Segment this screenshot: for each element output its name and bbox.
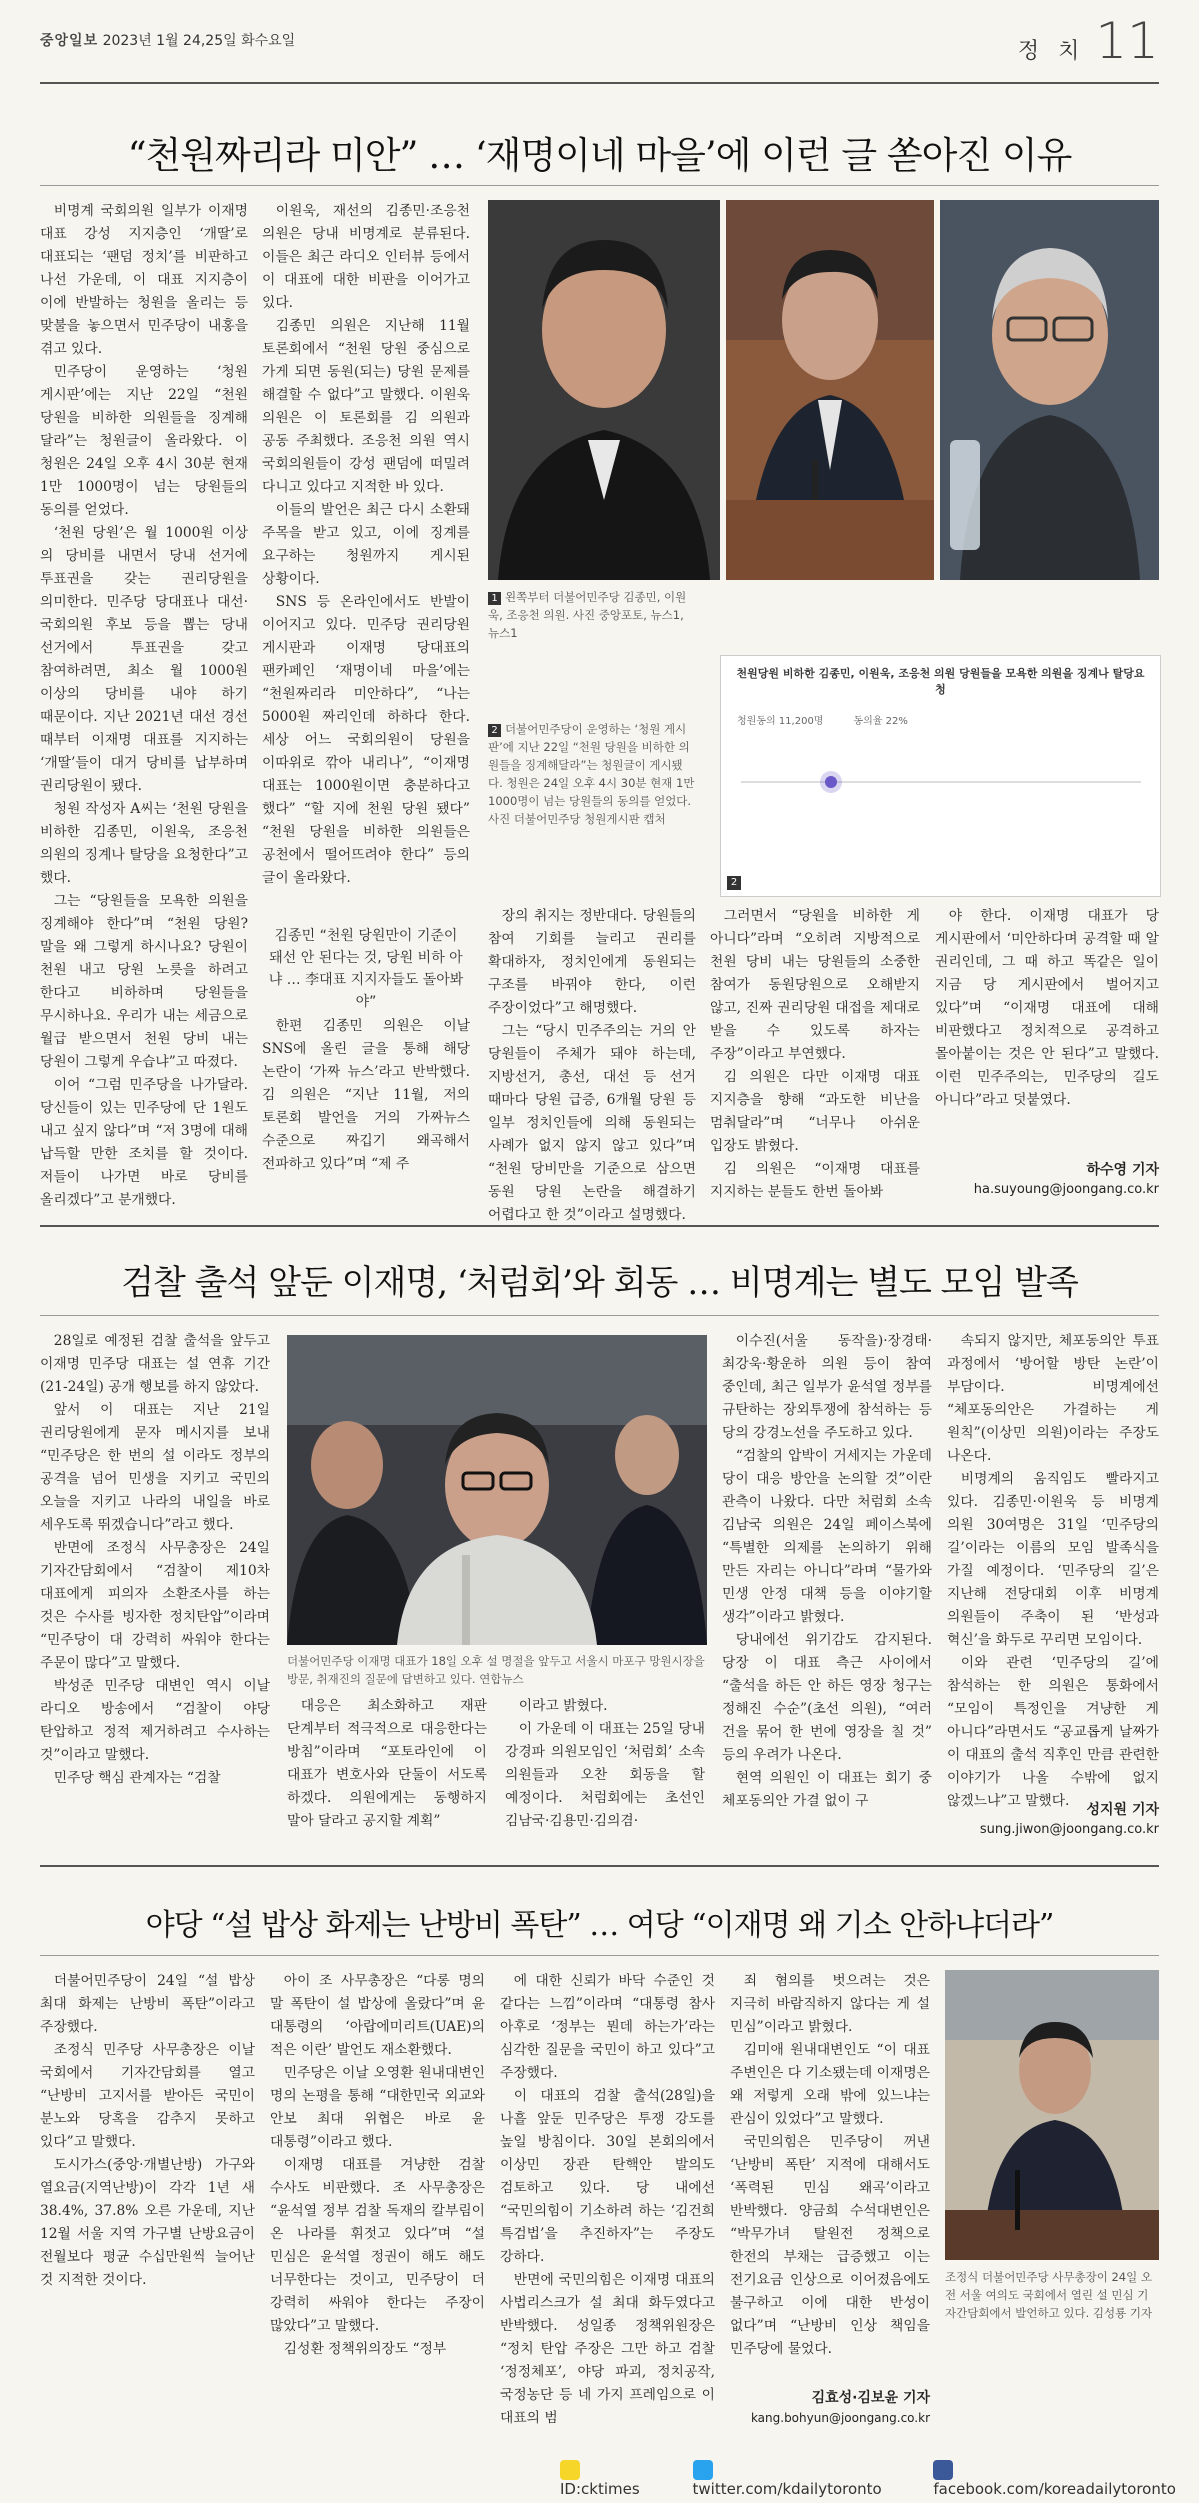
article2-column-2: [287, 1695, 487, 1850]
page-number: 11: [1095, 12, 1159, 70]
article1-headline-rule: [40, 185, 1159, 186]
paragraph: 아이 조 사무총장은 “다롱 명의 말 폭탄이 설 밥상에 올랐다”며 윤 대통령의 ‘아랍에미리트(UAE)의 적은 이란’ 발언도 재소환했다.: [270, 1973, 485, 2058]
paragraph: 김 의원은 “이재명 대표를 지지하는 분들도 한번 돌아봐: [710, 1161, 920, 1200]
article3-column-4: [730, 1970, 930, 2380]
article3-caption: 조정식 더불어민주당 사무총장이 24일 오전 서울 여의도 국회에서 열린 설 민심 기자간담회에서 발언하고 있다. 김성룡 기자: [945, 2270, 1153, 2320]
twitter-link[interactable]: [693, 2460, 906, 2498]
paragraph: 민주당은 이날 오영환 원내대변인 명의 논평을 통해 “대한민국 외교와 안보 최대 위협은 바로 윤 대통령”이라고 했다.: [270, 2065, 485, 2150]
kakao-id: ID:cktimes: [560, 2480, 640, 2498]
article1-caption-1: [488, 588, 696, 642]
section-divider-1: [40, 1225, 1159, 1227]
article2-headline-rule: [40, 1315, 1159, 1316]
paragraph: 민주당 핵심 관계자는 “검찰: [53, 1770, 221, 1786]
paragraph: 비명계의 움직임도 빨라지고 있다. 김종민·이원욱 등 비명계 의원 30여명은 31일 ‘민주당의 길’이라는 이름의 모임 발족식을 가질 예정이다. ‘민주당의 길’은 지난해 전당대회 이후 비명계 의원들이 주축이 된 ‘반성과 혁신’을 화두로 꾸리면 모임이다.: [947, 1471, 1159, 1648]
byline-name: 성지원 기자: [1086, 1802, 1159, 1818]
article1-column-2: [262, 200, 470, 910]
article1-column-1: [40, 200, 248, 1210]
paragraph: 앞서 이 대표는 지난 21일 권리당원에게 문자 메시지를 보내 “민주당은 한 번의 설 이라도 정부의 공격을 넘어 민생을 지키고 국민의 오늘을 지키고 나라의 내일을 바로 세우도록 뛰겠습니다”라고 했다.: [40, 1402, 270, 1533]
kakao-icon: [560, 2460, 580, 2480]
paragraph: 에 대한 신뢰가 바닥 수준인 것 같다는 느낌”이라며 “대통령 참사 아후로 ‘정부는 뭔데 하는가’라는 심각한 질문을 국민이 하고 있다”고 주장했다.: [500, 1973, 715, 2081]
portrait-icon: [726, 200, 934, 580]
screenshot-stat: 청원동의 11,200명: [737, 716, 824, 727]
paper-name: 중앙일보: [40, 33, 99, 49]
paragraph: 청원 작성자 A씨는 ‘천원 당원을 비하한 김종민, 이원욱, 조응천 의원의 징계나 탈당을 요청한다”고 했다.: [40, 801, 248, 886]
twitter-icon: [693, 2460, 713, 2480]
article1-column-5: [935, 905, 1159, 1155]
article3-column-1: [40, 1970, 255, 2440]
pull-quote: 김종민 “천원 당원만이 기준이 돼선 안 된다는 것, 당원 비하 아냐 … 李대표 지지자들도 돌아봐야”: [268, 928, 464, 1010]
paragraph: 김종민 의원은 지난해 11월 토론회에서 “천원 당원 중심으로 가게 되면 동원(되는) 당원 문제를 해결할 수 없다”고 말했다. 이원욱 의원은 이 토론회를 김 의원과 공동 주최했다. 조응천 의원 역시 국회의원들이 강성 팬덤에 떠밀려 다니고 있다고 지적한 바 있다.: [262, 318, 470, 495]
paragraph: 민주당이 운영하는 ‘청원 게시판’에는 지난 22일 “천원 당원을 비하한 의원들을 징계해 달라”는 청원글이 올라왔다. 이 청원은 24일 오후 4시 30분 현재 1만 1000명이 넘는 당원들의 동의를 얻었다.: [40, 364, 248, 518]
paragraph: 한편 김종민 의원은 이날 SNS에 올린 글을 통해 해당 논란이 ‘가짜 뉴스’라고 반박했다. 김 의원은 “지난 11월, 저의 토론회 발언을 거의 가짜뉴스 수준으로 짜깁기 왜곡해서 전파하고 있다”며 “제 주: [262, 1018, 470, 1172]
byline-email[interactable]: ha.suyoung@joongang.co.kr: [973, 1182, 1159, 1197]
article3-column-3: [500, 1970, 715, 2440]
facebook-icon: [933, 2460, 953, 2480]
section-divider-2: [40, 1865, 1159, 1867]
caption-number: 2: [488, 724, 501, 737]
article2-column-4: [722, 1330, 932, 1850]
facebook-link[interactable]: [933, 2460, 1199, 2498]
paragraph: “검찰의 압박이 거세지는 가운데 당이 대응 방안을 논의할 것”이란 관측이 나왔다. 다만 처럼회 소속 김남국 의원은 24일 페이스북에 “특별한 의제를 논의하기 위해 만든 자리는 아니다”라며 “물가와 민생 안정 대책 등을 이야기할 생각”이라고 밝혔다.: [722, 1448, 932, 1625]
screenshot-progress-graphic: [721, 727, 1160, 847]
caption-text: 더불어민주당이 운영하는 ‘청원 게시판’에 지난 22일 “천원 당원을 비하한 의원들을 징계해달라”는 청원글이 게시됐다. 청원은 24일 오후 4시 30분 현재 1만 1000명이 넘는 당원들의 동의를 얻었다. 사진 더불어민주당 청원게시판 캡처: [488, 722, 695, 826]
article1-column-3: [488, 905, 696, 1223]
paragraph: 이 대표의 검찰 출석(28일)을 나흘 앞둔 민주당은 투쟁 강도를 높일 방침이다. 30일 본회의에서 이상민 장관 탄핵안 발의도 검토하고 있다. 당 내에선 “국민의힘이 기소하려 하는 ‘김건희 특검법’을 추진하자”는 주장도 강하다.: [500, 2088, 715, 2265]
paragraph: 이 가운데 이 대표는 25일 당내 강경파 의원모임인 ‘처럼회’ 소속 의원들과 오찬 회동을 할 예정이다. 처럼회에는 초선인 김남국·김용민·김의겸·: [505, 1721, 705, 1829]
paragraph: 28일로 예정된 검찰 출석을 앞두고 이재명 민주당 대표는 설 연휴 기간(21-24일) 공개 행보를 하지 않았다.: [40, 1333, 270, 1395]
press-conference-photo-icon: [945, 1970, 1159, 2260]
article2-headline: 검찰 출석 앞둔 이재명, ‘처럼회’와 회동 … 비명계는 별도 모임 발족: [121, 1263, 1078, 1303]
paragraph: 대응은 최소화하고 재판 단계부터 적극적으로 대응한다는 방침”이라며 “포토라인에 이 대표가 변호사와 단둘이 서도록 하겠다. 의원에게는 동행하지 말아 달라고 공지할 계획”: [287, 1698, 487, 1829]
facebook-url: facebook.com/koreadailytoronto: [933, 2480, 1176, 2498]
screenshot-stat: 동의율 22%: [853, 716, 908, 727]
article1-column-4: [710, 905, 920, 1210]
article2-byline: [947, 1800, 1159, 1840]
portrait-icon: [940, 200, 1159, 580]
paragraph: ‘천원 당원’은 월 1000원 이상 의 당비를 내면서 당내 선거에 투표권을 갖는 권리당원을 의미한다. 민주당 당대표나 대선·국회의원 후보 등을 뽑는 당내 선거에서 투표권을 갖고 참여하려면, 최소 월 1000원 이상의 당비를 내야 하기 때문이다. 지난 2021년 대선 경선 때부터 이재명 대표를 지지하는 ‘개딸’들이 대거 당비를 납부하며 권리당원이 됐다.: [40, 525, 248, 794]
paragraph: 장의 취지는 정반대다. 당원들의 참여 기회를 늘리고 권리를 확대하자, 정치인에게 동원되는 구조를 바꿔야 한다, 이런 주장이었다”고 해명했다.: [488, 908, 696, 1016]
article1-byline: [935, 1160, 1159, 1200]
paragraph: 현역 의원인 이 대표는 회기 중 체포동의안 가결 없이 구: [722, 1770, 932, 1809]
paragraph: 조정식 민주당 사무총장은 이날 국회에서 기자간담회를 열고 “난방비 고지서를 받아든 국민이 분노와 당혹을 감추지 못하고 있다”고 말했다.: [40, 2042, 255, 2150]
article1-column-2b: [262, 1015, 470, 1210]
screenshot-title: 천원당원 비하한 김종민, 이원욱, 조응천 의원 당원들을 모욕한 의원을 징계나 탈당요청: [736, 667, 1145, 696]
masthead-right: [1018, 12, 1159, 70]
article1-headline: “천원짜리라 미안” … ‘재명이네 마을’에 이런 글 쏟아진 이유: [127, 134, 1072, 177]
paragraph: 비명계 국회의원 일부가 이재명 대표 강성 지지층인 ‘개딸’로 대표되는 ‘팬덤 정치’를 비판하고 나선 가운데, 이 대표 지지층이 이에 반발하는 청원을 올리는 등 맞불을 놓으면서 민주당이 내홍을 겪고 있다.: [40, 203, 248, 357]
byline-name: 하수영 기자: [1086, 1162, 1159, 1178]
masthead-left: [40, 30, 295, 50]
twitter-url: twitter.com/kdailytoronto: [692, 2480, 882, 2498]
social-footer: [560, 2460, 1199, 2498]
caption-number: 1: [488, 592, 501, 605]
article2-caption: 더불어민주당 이재명 대표가 18일 오후 설 명절을 앞두고 서울시 마포구 망원시장을 방문, 취재진의 질문에 답변하고 있다. 연합뉴스: [287, 1654, 705, 1686]
byline-name: 김효성·김보윤 기자: [811, 2390, 930, 2406]
paragraph: 김성환 정책위의장도 “정부: [283, 2341, 447, 2357]
paragraph: 이와 관련 ‘민주당의 길’에 참석하는 한 의원은 통화에서 “모임이 특정인을 겨냥한 게 아니다”라면서도 “공교롭게 날짜가 이 대표의 출석 직후인 만큼 관련한 이야기가 나올 수밖에 없지 않겠느냐”고 말했다.: [947, 1655, 1159, 1809]
screenshot-number-badge: 2: [727, 876, 741, 890]
paragraph: 속되지 않지만, 체포동의안 투표 과정에서 ‘방어할 방탄 논란’이 부담이다. 비명계에선 “체포동의안은 가결하는 게 원칙”(이상민 의원)이라는 주장도 나온다.: [947, 1333, 1159, 1464]
paragraph: 그는 “당원들을 모욕한 의원을 징계해야 한다”며 “천원 당원? 말을 왜 그렇게 하시나요? 당원이 천원 내고 당원 노릇을 하려고 한다고 비하하며 당원들을 무시하나요. 우리가 내는 세금으로 월급 받으면서 천원 당비 내는 당원이 그렇게 우습냐”고 따졌다.: [40, 893, 248, 1070]
paragraph: 죄 혐의를 벗으려는 것은 지극히 바람직하지 않다는 게 설 민심”이라고 밝혔다.: [730, 1973, 930, 2035]
byline-email[interactable]: sung.jiwon@joongang.co.kr: [979, 1822, 1159, 1837]
paragraph: 더불어민주당이 24일 “설 밥상 최대 화제는 난방비 폭탄”이라고 주장했다.: [40, 1973, 255, 2035]
paragraph: 이재명 대표를 겨냥한 검찰 수사도 비판했다. 조 사무총장은 “윤석열 정부 검찰 독재의 칼부림이 온 나라를 휘젓고 있다”며 “설 민심은 윤석열 정권이 해도 해도 너무한다는 것이고, 민주당이 더 강력히 싸워야 한다는 주장이 많았다”고 말했다.: [270, 2157, 485, 2334]
screenshot-stats: [721, 698, 1160, 727]
paragraph: 야 한다. 이재명 대표가 당 게시판에서 ‘미안하다며 공격할 때 알 권리인데, 그 때 하고 똑같은 일이 지금 당 게시판에서 벌어지고 있다”며 “이재명 대표에 대해 비판했다고 정치적으로 공격하고 몰아붙이는 것은 안 된다”고 말했다. 이런 민주주의는, 민주당의 길도 아니다”라고 덧붙였다.: [935, 908, 1159, 1108]
paragraph: 이어 “그럼 민주당을 나가달라. 당신들이 있는 민주당에 단 1원도 내고 싶지 않다”며 “저 3명에 대해 납득할 만한 조치를 할 것이다. 저들이 나가면 바로 당비를 올리겠다”고 분개했다.: [40, 1077, 248, 1208]
paragraph: 도시가스(중앙·개별난방) 가구와 열요금(지역난방)이 각각 1년 새 38.4%, 37.8% 오른 가운데, 지난 12월 서울 지역 가구별 난방요금이 전월보다 평균 수십만원씩 늘어난 것 지적한 것이다.: [40, 2157, 255, 2288]
photo-lee-wonuk: [726, 200, 934, 580]
issue-date: 2023년 1월 24,25일 화수요일: [102, 33, 296, 49]
paragraph: 이들의 발언은 최근 다시 소환돼 주목을 받고 있고, 이에 징계를 요구하는 청원까지 게시된 상황이다.: [262, 502, 470, 587]
petition-screenshot: [720, 655, 1161, 897]
article2-column-3: [505, 1695, 705, 1850]
section-name: 정 치: [1017, 39, 1086, 64]
photo-cho-eungcheon: [940, 200, 1159, 580]
article2-column-5: [947, 1330, 1159, 1809]
article3-headline: 야당 “설 밥상 화제는 난방비 폭탄” … 여당 “이재명 왜 기소 안하냐더라”: [145, 1908, 1054, 1943]
paragraph: 반면에 조정식 사무총장은 24일 기자간담회에서 “검찰이 제10차 대표에게 피의자 소환조사를 하는 것은 수사를 빙자한 정치탄압”이라며 “민주당이 대 강력히 싸워야 한다는 주문이 많다”고 말했다.: [40, 1540, 270, 1671]
article1-caption-2: [488, 720, 696, 828]
article3-headline-rule: [40, 1955, 1159, 1956]
paragraph: 그는 “당시 민주주의는 거의 안 당원들이 주체가 돼야 하는데, 지방선거, 총선, 대선 등 선거 때마다 당원 급증, 6개월 당원 등 일부 정치인들에 의해 동원되는 사례가 없지 않지 않고 있다”며 “천원 당비만을 기준으로 삼으면 동원 당원 논란을 해결하기 어렵다고 한 것”이라고 설명했다.: [488, 1023, 696, 1223]
paragraph: 반면에 국민의힘은 이재명 대표의 사법리스크가 설 최대 화두였다고 반박했다. 성일종 정책위원장은 “정치 탄압 주장은 그만 하고 검찰 ‘정정체포’, 야당 파괴, 정치공작, 국정농단 등 네 가지 프레임으로 이 대표의 범: [500, 2272, 715, 2426]
paragraph: SNS 등 온라인에서도 반발이 이어지고 있다. 민주당 권리당원 게시판과 이재명 당대표의 팬카페인 ‘재명이네 마을’에는 “천원짜리라 미안하다”, “나는 5000원 짜리인데 하하다 한다. 세상 어느 국회의원이 당원을 이따위로 깎아 내리나”, “이재명 대표는 1000원이면 충분하다고 했다” “할 지에 천원 당원 됐다” “천원 당원을 비하한 의원들은 공천에서 떨어뜨려야 한다” 등의 글이 올라왔다.: [262, 594, 470, 886]
paragraph: 당내에선 위기감도 감지된다. 당장 이 대표 측근 사이에서 “출석을 하든 안 하든 영장 청구는 정해진 수순”(초선 의원), “여러 건을 묶어 한 번에 영장을 칠 것” 등의 우려가 나온다.: [722, 1632, 932, 1763]
caption-text: 왼쪽부터 더불어민주당 김종민, 이원욱, 조응천 의원. 사진 중앙포토, 뉴스1, 뉴스1: [488, 590, 687, 640]
paragraph: 김 의원은 다만 이재명 대표 지지층을 향해 “과도한 비난을 멈춰달라”며 “너무나 아쉬운 입장도 밝혔다.: [710, 1069, 920, 1154]
article3-byline: [730, 2388, 930, 2428]
paragraph: 이수진(서울 동작을)·장경태·최강욱·황운하 의원 등이 참여 중인데, 최근 일부가 윤석열 정부를 규탄하는 장외투쟁에 참석하는 등 당의 강경노선을 주도하고 있다.: [722, 1333, 932, 1441]
paragraph: 박성준 민주당 대변인 역시 이날 라디오 방송에서 “검찰이 야당 탄압하고 정적 제거하려고 수사하는 것”이라고 말했다.: [40, 1678, 270, 1763]
photo-kim-jongmin: [488, 200, 720, 580]
paragraph: 이라고 밝혔다.: [518, 1698, 608, 1714]
byline-email[interactable]: kang.bohyun@joongang.co.kr: [750, 2411, 930, 2425]
paragraph: 이원욱, 재선의 김종민·조응천 의원은 당내 비명계로 분류된다. 이들은 최근 라디오 인터뷰 등에서 이 대표에 대한 비판을 이어가고 있다.: [262, 203, 470, 311]
article3-column-2: [270, 1970, 485, 2440]
portrait-icon: [488, 200, 720, 580]
photo-cho-jeongsik: [945, 1970, 1159, 2260]
paragraph: 김미애 원내대변인도 “이 대표 주변인은 다 기소됐는데 이재명은 왜 저렇게 오래 밖에 있느냐는 관심이 있었다”고 말했다.: [730, 2042, 930, 2127]
paragraph: 국민의힘은 민주당이 꺼낸 ‘난방비 폭탄’ 지적에 대해서도 ‘폭력된 민심 왜곡’이라고 반박했다. 양금희 수석대변인은 “박무가녀 탈원전 정책으로 한전의 부채는 급증했고 이는 전기요금 인상으로 이어졌음에도 불구하고 이에 대한 반성이 없다”며 “난방비 인상 책임을 민주당에 물었다.: [730, 2134, 930, 2357]
crowd-photo-icon: [287, 1335, 707, 1645]
article2-column-1: [40, 1330, 270, 1850]
photo-lee-jaemyung-market: [287, 1335, 707, 1645]
paragraph: 그러면서 “당원을 비하한 게 아니다”라며 “오히려 지방적으로 천원 당비 내는 당원들의 소중한 참여가 동원당원으로 오해받지 않고, 진짜 권리당원 대접을 제대로 받을 수 있도록 하자는 주장”이라고 부연했다.: [710, 908, 920, 1062]
top-rule: [40, 82, 1159, 84]
kakao-link[interactable]: [560, 2460, 665, 2498]
